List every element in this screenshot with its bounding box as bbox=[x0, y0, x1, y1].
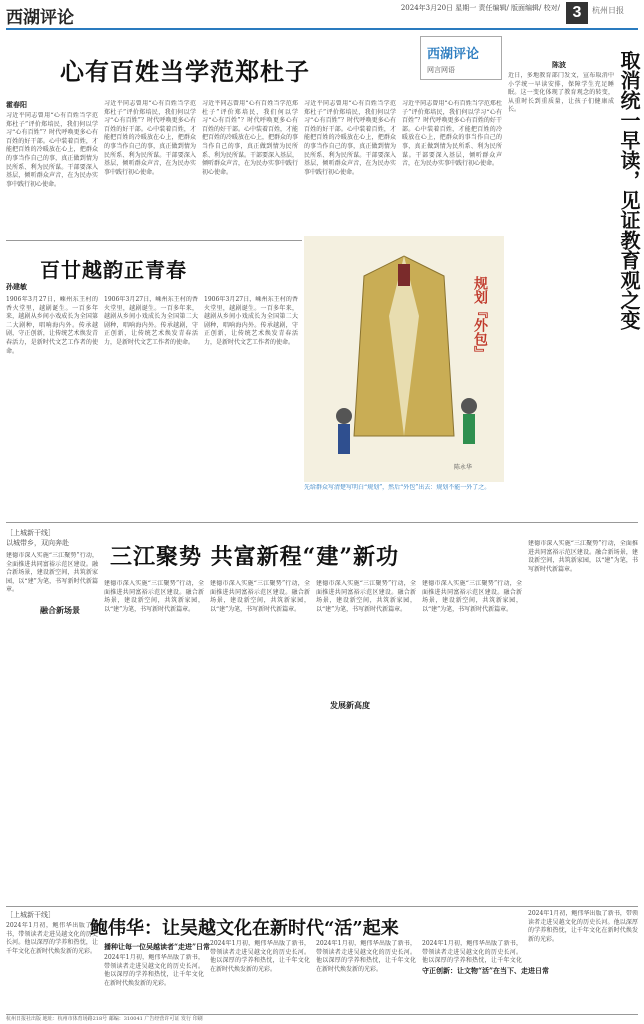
column-sublabel: 网言网语 bbox=[427, 66, 455, 74]
article5-subhead-2: 守正创新：让文物“活”在当下、走进日常 bbox=[422, 966, 550, 975]
article1-author: 霍春阳 bbox=[6, 100, 27, 109]
article3-body: 近日，多地教育部门发文，宣布取消中小学统一早读安排，保障学生充足睡眠。这一变化体现了教育观念的转变，从重时长到重质量，让孩子们健康成长。 bbox=[508, 72, 614, 114]
article3-author: 陈波 bbox=[552, 60, 566, 69]
article4-body-col6: 建德市深入实施“三江聚势”行动，全面推进共同富裕示范区建设。融合新场景，建设新空间，共筑新家园，以“建”为笔，书写新时代新篇章。 bbox=[528, 540, 638, 573]
illustration-caption: 先给群众写清楚写明白“规划”，然后“外包”出去：规划不能一外了之。 bbox=[304, 484, 491, 491]
article1-body-col4: 习近平同志曾用“心有百姓当学范郑杜子”评价郑培民，我们何以学习“心有百姓”？时代呼唤更多心有百姓的好干部。心中装着百姓，才能把百姓的冷暖放在心上，把群众的事当作自己的事，真正做到情为民所系、利为民所谋。干部要深入基层，倾听群众声音，在为民办实事中践行初心使命。 bbox=[304, 100, 396, 176]
divider bbox=[6, 522, 638, 523]
article1-body-col2: 习近平同志曾用“心有百姓当学范郑杜子”评价郑培民，我们何以学习“心有百姓”？时代呼唤更多心有百姓的好干部。心中装着百姓，才能把百姓的冷暖放在心上，把群众的事当作自己的事，真正做到情为民所系、利为民所谋。干部要深入基层，倾听群众声音，在为民办实事中践行初心使命。 bbox=[104, 100, 196, 176]
article2-body-col1: 1906年3月27日，嵊州东王村的香火堂里，越剧诞生。一百多年来，越剧从乡间小戏成长为全国第二大剧种，唱响海内外。传承越剧，守正创新，让传统艺术焕发青春活力，是新时代文艺工作者的使命。 bbox=[6, 296, 98, 355]
article4-body-col4: 建德市深入实施“三江聚势”行动，全面推进共同富裕示范区建设。融合新场景，建设新空间，共筑新家园，以“建”为笔，书写新时代新篇章。 bbox=[316, 580, 416, 613]
article5-body-col6: 2024年1月初，鲍伟华出版了新书，带领读者走进吴越文化的历史长河。他以深厚的学养和热忱，让千年文化在新时代焕发新的光彩。 bbox=[528, 910, 638, 943]
article5-body-col2: 2024年1月初，鲍伟华出版了新书，带领读者走进吴越文化的历史长河。他以深厚的学养和热忱，让千年文化在新时代焕发新的光彩。 bbox=[104, 954, 204, 987]
article4-title: 三江聚势 共富新程“建”新功 bbox=[110, 544, 399, 570]
footer-text: 杭州日报社出版 地址：杭州市体育场路218号 邮编：310041 广告经营许可证 发行 印刷 bbox=[6, 1016, 203, 1022]
article4-body-col1: 建德市深入实施“三江聚势”行动，全面推进共同富裕示范区建设。融合新场景，建设新空间，共筑新家园，以“建”为笔，书写新时代新篇章。 bbox=[6, 552, 98, 594]
article3-title: 取消统一早读，见证教育观之变 bbox=[617, 50, 641, 330]
article2-body-col2: 1906年3月27日，嵊州东王村的香火堂里，越剧诞生。一百多年来，越剧从乡间小戏成长为全国第二大剧种，唱响海内外。传承越剧，守正创新，让传统艺术焕发青春活力，是新时代文艺工作者的使命。 bbox=[104, 296, 198, 346]
section-title: 西湖评论 bbox=[6, 8, 74, 27]
article4-subhead-2: 发展新高度 bbox=[330, 700, 370, 710]
article5-body-col5: 2024年1月初，鲍伟华出版了新书，带领读者走进吴越文化的历史长河。他以深厚的学养和热忱，让千年文化 bbox=[422, 940, 522, 964]
article5-title: 鲍伟华：让吴越文化在新时代“活”起来 bbox=[90, 918, 399, 939]
article4-subhead-1: 融合新场景 bbox=[40, 605, 80, 615]
page-number: 3 bbox=[566, 2, 588, 24]
illustration-banner: 规划『外包』 bbox=[472, 276, 488, 360]
article4-body-col5: 建德市深入实施“三江聚势”行动，全面推进共同富裕示范区建设。融合新场景，建设新空间，共筑新家园，以“建”为笔，书写新时代新篇章。 bbox=[422, 580, 522, 613]
article5-kicker: ［上城新干线］ bbox=[6, 911, 55, 919]
article2-title: 百廿越韵正青春 bbox=[40, 258, 187, 282]
issue-meta: 2024年3月20日 星期一 责任编辑/ 版面编辑/ 校对/ bbox=[400, 4, 560, 12]
divider bbox=[6, 240, 302, 241]
article1-body-col1: 习近平同志曾用“心有百姓当学范郑杜子”评价郑培民，我们何以学习“心有百姓”？时代呼唤更多心有百姓的好干部。心中装着百姓，才能把百姓的冷暖放在心上，把群众的事当作自己的事，真正做到情为民所系、利为民所谋。干部要深入基层，倾听群众声音，在为民办实事中践行初心使命。 bbox=[6, 112, 98, 188]
article5-body-col3: 2024年1月初，鲍伟华出版了新书，带领读者走进吴越文化的历史长河。他以深厚的学养和热忱，让千年文化在新时代焕发新的光彩。 bbox=[210, 940, 310, 973]
illustration bbox=[304, 236, 504, 482]
article2-body-col3: 1906年3月27日，嵊州东王村的香火堂里，越剧诞生。一百多年来，越剧从乡间小戏成长为全国第二大剧种，唱响海内外。传承越剧，守正创新，让传统艺术焕发青春活力，是新时代文艺工作者的使命。 bbox=[204, 296, 298, 346]
article1-title: 心有百姓当学范郑杜子 bbox=[60, 57, 310, 86]
header-rule bbox=[6, 28, 638, 30]
article1-body-col5: 习近平同志曾用“心有百姓当学范郑杜子”评价郑培民，我们何以学习“心有百姓”？时代呼唤更多心有百姓的好干部。心中装着百姓，才能把百姓的冷暖放在心上，把群众的事当作自己的事，真正做到情为民所系、利为民所谋。干部要深入基层，倾听群众声音，在为民办实事中践行初心使命。 bbox=[402, 100, 502, 168]
article4-subtitle: 以城带乡，双向奔赴 bbox=[6, 539, 69, 547]
column-label: 西湖评论 bbox=[427, 46, 480, 61]
divider bbox=[6, 906, 638, 907]
article4-body-col3: 建德市深入实施“三江聚势”行动，全面推进共同富裕示范区建设。融合新场景，建设新空间，共筑新家园，以“建”为笔，书写新时代新篇章。 bbox=[210, 580, 310, 613]
article4-kicker: ［上城新干线］ bbox=[6, 529, 55, 537]
article4-body-col2: 建德市深入实施“三江聚势”行动，全面推进共同富裕示范区建设。融合新场景，建设新空间，共筑新家园，以“建”为笔，书写新时代新篇章。 bbox=[104, 580, 204, 613]
article5-body-col4: 2024年1月初，鲍伟华出版了新书，带领读者走进吴越文化的历史长河。他以深厚的学养和热忱，让千年文化在新时代焕发新的光彩。 bbox=[316, 940, 416, 973]
article1-body-col3: 习近平同志曾用“心有百姓当学范郑杜子”评价郑培民，我们何以学习“心有百姓”？时代呼唤更多心有百姓的好干部。心中装着百姓，才能把百姓的冷暖放在心上，把群众的事当作自己的事，真正做到情为民所系、利为民所谋。干部要深入基层，倾听群众声音，在为民办实事中践行初心使命。 bbox=[202, 100, 298, 176]
article2-author: 孙建敏 bbox=[6, 282, 27, 291]
article5-body-col1: 2024年1月初，鲍伟华出版了新书，带领读者走进吴越文化的历史长河。他以深厚的学养和热忱，让千年文化在新时代焕发新的光彩。 bbox=[6, 922, 98, 955]
illustration-signature: 陈永华 bbox=[454, 464, 473, 471]
paper-name: 杭州日报 bbox=[592, 6, 624, 15]
column-label-box bbox=[420, 36, 502, 80]
article5-subhead-1: 播种让每一位吴越读者“走进”日常 bbox=[104, 942, 211, 951]
